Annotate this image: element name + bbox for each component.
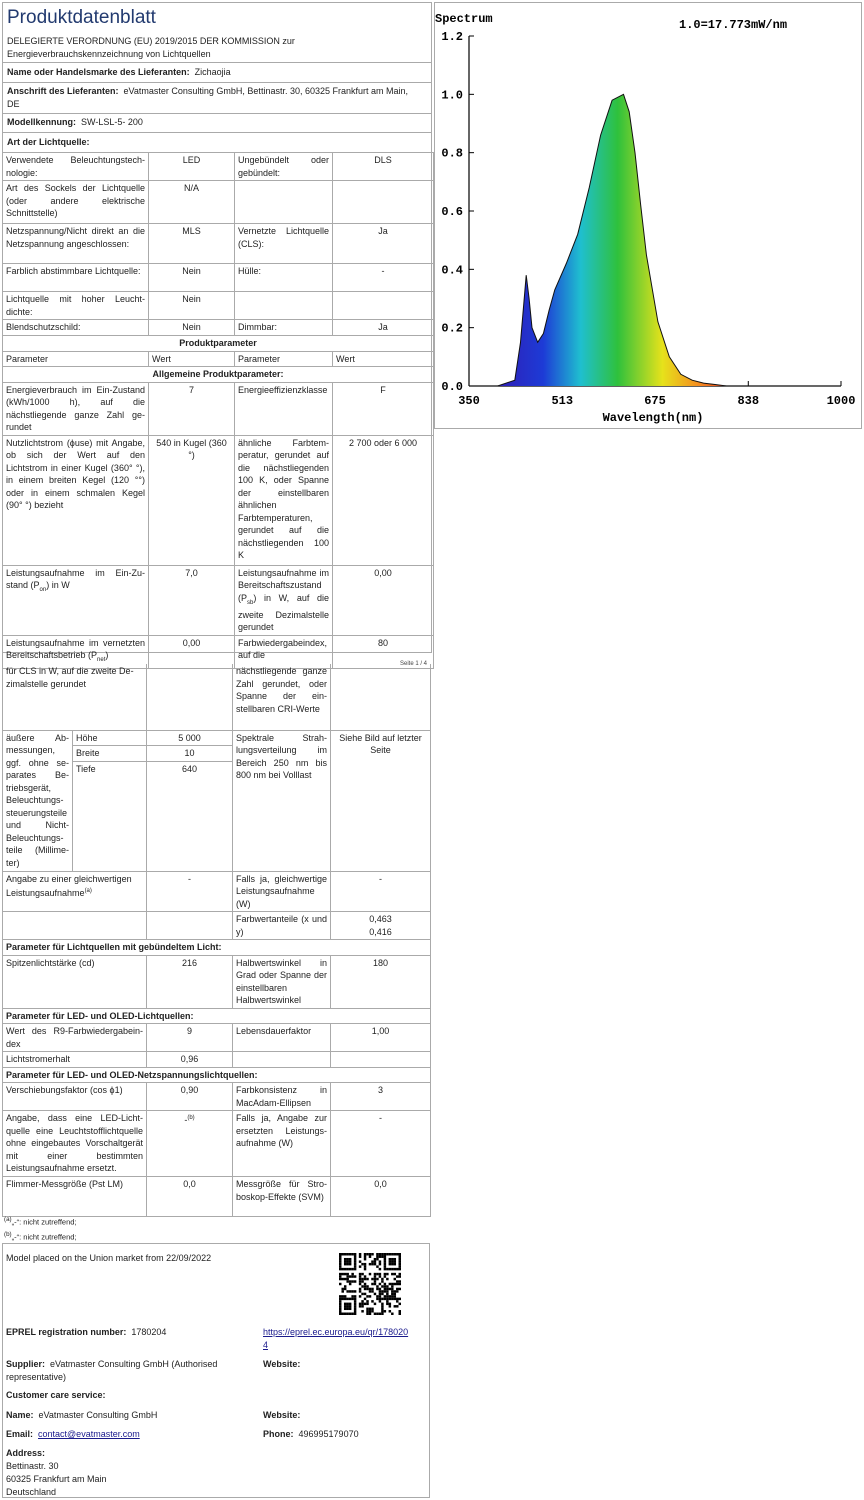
footnote-b: $^{(b)}$„-“: nicht zutreffend; (4, 1231, 77, 1242)
table-row: Art des Sockels der Lichtquelle (oder andere elektrische Schnittstelle) N/A (3, 181, 434, 224)
supplier-info: Supplier: eVatmaster Consulting GmbH (Authorised representative) (6, 1359, 218, 1382)
market-placement-text: Model placed on the Union market from 22/09/2022 (6, 1253, 212, 1263)
page-title: Produktdatenblatt (7, 7, 156, 28)
spectrum-area (469, 94, 841, 386)
supplier-address: Anschrift des Lieferanten: eVatmaster Consulting GmbH, Bettinastr. 30, 60325 Frankfurt am Main, DE (7, 86, 409, 109)
regulation-text: DELEGIERTE VERORDNUNG (EU) 2019/2015 DER KOMMISSION zur Energieverbrauchskennzeichnung von Lichtquellen (7, 36, 295, 59)
table-row: Lichtquelle mit hoher Leuchtdichte: Nein (3, 292, 434, 320)
customer-care-heading: Customer care service: (6, 1390, 106, 1400)
product-parameters-table (2, 335, 434, 669)
chart-annotation: 1.0=17.773mW/nm (679, 18, 788, 32)
x-axis-label: Wavelength(nm) (602, 411, 704, 425)
table-row: Tiefe 640 (3, 761, 431, 871)
email-link[interactable]: contact@evatmaster.com (38, 1429, 140, 1439)
qr-code-icon[interactable] (339, 1253, 401, 1315)
spectrum-svg (435, 3, 861, 428)
table-header-row: Parameter Wert Parameter Wert (3, 351, 434, 367)
table-row: Netzspannung/Nicht direkt an die Netzspannung angeschlossen: MLS Vernetzte Lichtquelle (CLS): Ja (3, 224, 434, 264)
model-identifier: Modellkennung: SW-LSL-5- 200 (7, 117, 143, 127)
table-row: äußere Abmessungen, ggf. ohne separates Betriebsgerät, Beleuchtungssteuerungsteile und Nicht-Beleuchtungsteile (Millimeter) Höhe 5 000 Spektrale Strahlungsverteilung im Bereich 250 nm bis 800 nm bei Volllast Siehe Bild auf letzter Seite (3, 730, 431, 746)
x-tick-label: 513 (551, 394, 574, 408)
page-number: Seite 1 / 4 (400, 661, 428, 667)
eprel-registration: EPREL registration number: 1780204 (6, 1327, 167, 1337)
table-row: Leistungsaufnahme im Ein-Zustand $(P_{on})$ in W 7,0 Leistungsaufnahme im Bereitschaftszustand $(P_{sb})$ in W, auf die zweite Dezimalstelle gerundet 0,00 (3, 565, 434, 635)
table-row: Blendschutzschild: Nein Dimmbar: Ja (3, 320, 434, 336)
y-tick-label: 0.2 (441, 321, 463, 336)
mls-heading: Parameter für LED- und OLED-Netzspannungslichtquellen: (3, 1067, 431, 1083)
product-parameters-continued-table (2, 664, 431, 1217)
led-heading: Parameter für LED- und OLED-Lichtquellen: (3, 1008, 431, 1024)
address-label: Address: (6, 1448, 46, 1458)
light-source-type-table (2, 152, 434, 336)
y-tick-label: 0.0 (441, 380, 463, 394)
table-row: Verwendete Beleuchtungstechnologie: LED Ungebündelt oder gebündelt: DLS (3, 153, 434, 181)
table-row: für CLS in W, auf die zweite Dezimalstelle gerundet nächstliegende ganze Zahl gerundet, oder Spanne der einstellbaren CRI-Werte (3, 664, 431, 730)
x-tick-label: 350 (458, 394, 480, 408)
table-row: Lichtstromerhalt 0,96 (3, 1052, 431, 1068)
y-tick-label: 1.0 (441, 88, 463, 103)
care-website-label: Website: (263, 1410, 301, 1420)
y-tick-label: 1.2 (441, 30, 463, 44)
directional-heading: Parameter für Lichtquellen mit gebündeltem Licht: (3, 940, 431, 956)
table-row: Energieverbrauch im Ein-Zustand (kWh/1000 h), auf die nächstliegende ganze Zahl gerundet 7 Energieeffizienzklasse F (3, 382, 434, 435)
supplier-name: Name oder Handelsmarke des Lieferanten: Zichaojia (7, 67, 231, 77)
general-parameters-heading: Allgemeine Produktparameter: (3, 367, 434, 383)
table-row: Nutzlichtstrom (ϕuse) mit Angabe, ob sich der Wert auf den Lichtstrom in einer Kugel (360° °), in einem breiten Kegel (120 °°) oder in einem schmalen Kegel (90° °) bezieht 540 in Kugel (360 °) ähnliche Farbtemperatur, gerundet auf die nächstliegenden 100 K, oder Spanne der einstellbaren ähnlichen Farbtemperaturen, gerundet auf die nächstliegenden 100 K 2 700 oder 6 000 (3, 435, 434, 565)
address-line: Deutschland (6, 1487, 57, 1497)
table-row: Leistungsaufnahme im vernetzten Bereitschaftsbetrieb $(P_{net})$ 0,00 Farbwiedergabeindex, auf die 80 (3, 635, 434, 668)
spectrum-chart (434, 2, 862, 429)
care-phone: Phone: 496995179070 (263, 1429, 359, 1439)
eprel-info-box (2, 1243, 430, 1498)
x-tick-label: 675 (644, 394, 666, 408)
y-tick-label: 0.6 (441, 205, 463, 219)
care-email: Email: contact@evatmaster.com (6, 1429, 140, 1439)
product-parameters-heading: Produktparameter (3, 336, 434, 352)
table-row: Farblich abstimmbare Lichtquelle: Nein Hülle: - (3, 264, 434, 292)
care-name: Name: eVatmaster Consulting GmbH (6, 1410, 158, 1420)
address-line: Bettinastr. 30 (6, 1461, 59, 1471)
y-tick-label: 0.4 (441, 263, 463, 278)
address-line: 60325 Frankfurt am Main (6, 1474, 107, 1484)
footnote-a: $^{(a)}$„-“: nicht zutreffend; (4, 1216, 77, 1227)
table-row: Wert des R9-Farbwiedergabeindex 9 Lebensdauerfaktor 1,00 (3, 1024, 431, 1052)
table-row: Verschiebungsfaktor (cos ϕ1) 0,90 Farbkonsistenz in MacAdam-Ellipsen 3 (3, 1083, 431, 1111)
table-row: Angabe zu einer gleichwertigen Leistungsaufnahme$^{(a)}$ - Falls ja, gleichwertige Leistungsaufnahme (W) - (3, 871, 431, 912)
table-row: Flimmer-Messgröße (Pst LM) 0,0 Messgröße für Stroboskop-Effekte (SVM) 0,0 (3, 1177, 431, 1217)
light-source-type-heading: Art der Lichtquelle: (7, 137, 90, 147)
y-tick-label: 0.8 (441, 146, 463, 161)
table-row: Spitzenlichtstärke (cd) 216 Halbwertswinkel in Grad oder Spanne der einstellbaren Halbwertswinkel 180 (3, 955, 431, 1008)
chart-title: Spectrum (435, 12, 493, 26)
table-row: Farbwertanteile (x und y) 0,463 0,416 (3, 912, 431, 940)
table-row: Breite 10 (3, 746, 431, 762)
x-tick-label: 1000 (826, 394, 856, 408)
x-tick-label: 838 (737, 394, 760, 408)
eprel-link[interactable]: https://eprel.ec.europa.eu/qr/1780204 (263, 1327, 409, 1350)
website-label: Website: (263, 1359, 301, 1369)
table-row: Angabe, dass eine LED-Lichtquelle eine Leuchtstofflichtquelle ohne eingebautes Vorschaltgerät mit einer bestimmten Leistungsaufnahme ersetzt. -$^{(b)}$ Falls ja, Angabe zur ersetzten Leistungsaufnahme (W) - (3, 1111, 431, 1177)
